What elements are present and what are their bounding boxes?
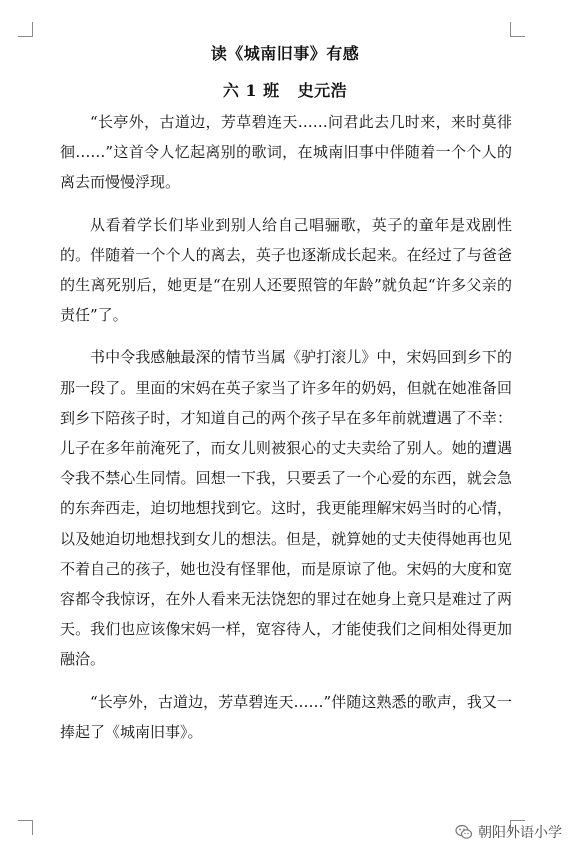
paragraph-4: “长亭外，古道边，芳草碧连天……”伴随这熟悉的歌声，我又一捧起了《城南旧事》。 <box>60 692 512 741</box>
essay-body <box>60 107 512 747</box>
essay-title: 读《城南旧事》有感 <box>210 44 360 63</box>
wechat-icon <box>455 823 473 841</box>
paragraph-1: “长亭外，古道边，芳草碧连天……问君此去几时来，来时莫徘徊……”这首令人忆起离别的歌词，在城南旧事中伴随着一个个人的离去而慢慢浮现。 <box>60 113 512 192</box>
class-name: 六 1 班 <box>222 81 280 100</box>
paragraph-2: 从看着学长们毕业到别人给自己唱骊歌，英子的童年是戏剧性的。伴随着一个个人的离去，英子也逐渐成长起来。在经过了与爸爸的生离死别后，她更是“在别人还要照管的年龄”就负起“许多父亲的责任”了。 <box>60 215 512 325</box>
watermark-text: 朝阳外语小学 <box>478 825 562 841</box>
paragraph-3: 书中令我感触最深的情节当属《驴打滚儿》中，宋妈回到乡下的那一段了。里面的宋妈在英子家当了许多年的奶妈，但就在她准备回到乡下陪孩子时，才知道自己的两个孩子早在多年前就遭遇了不幸：儿子在多年前淹死了，而女儿则被狠心的丈夫卖给了别人。她的遭遇令我不禁心生同情。回想一下我，只要丢了一个心爱的东西，就会急的东奔西走，迫切地想找到它。这时，我更能理解宋妈当时的心情，以及她迫切地想找到女儿的想法。但是，就算她的丈夫使得她再也见不着自己的孩子，她也没有怪罪他，而是原谅了他。宋妈的大度和宽容都令我惊讶，在外人看来无法饶恕的罪过在她身上竟只是难过了两天。我们也应该像宋妈一样，宽容待人，才能使我们之间相处得更加融洽。 <box>60 348 512 669</box>
author-line <box>0 78 570 101</box>
author-name: 史元浩 <box>297 81 348 100</box>
watermark <box>455 822 562 842</box>
page-corner-mark-top-right <box>510 22 525 37</box>
page-corner-mark-top-left <box>18 22 33 37</box>
page-corner-mark-bottom-left <box>18 820 33 835</box>
